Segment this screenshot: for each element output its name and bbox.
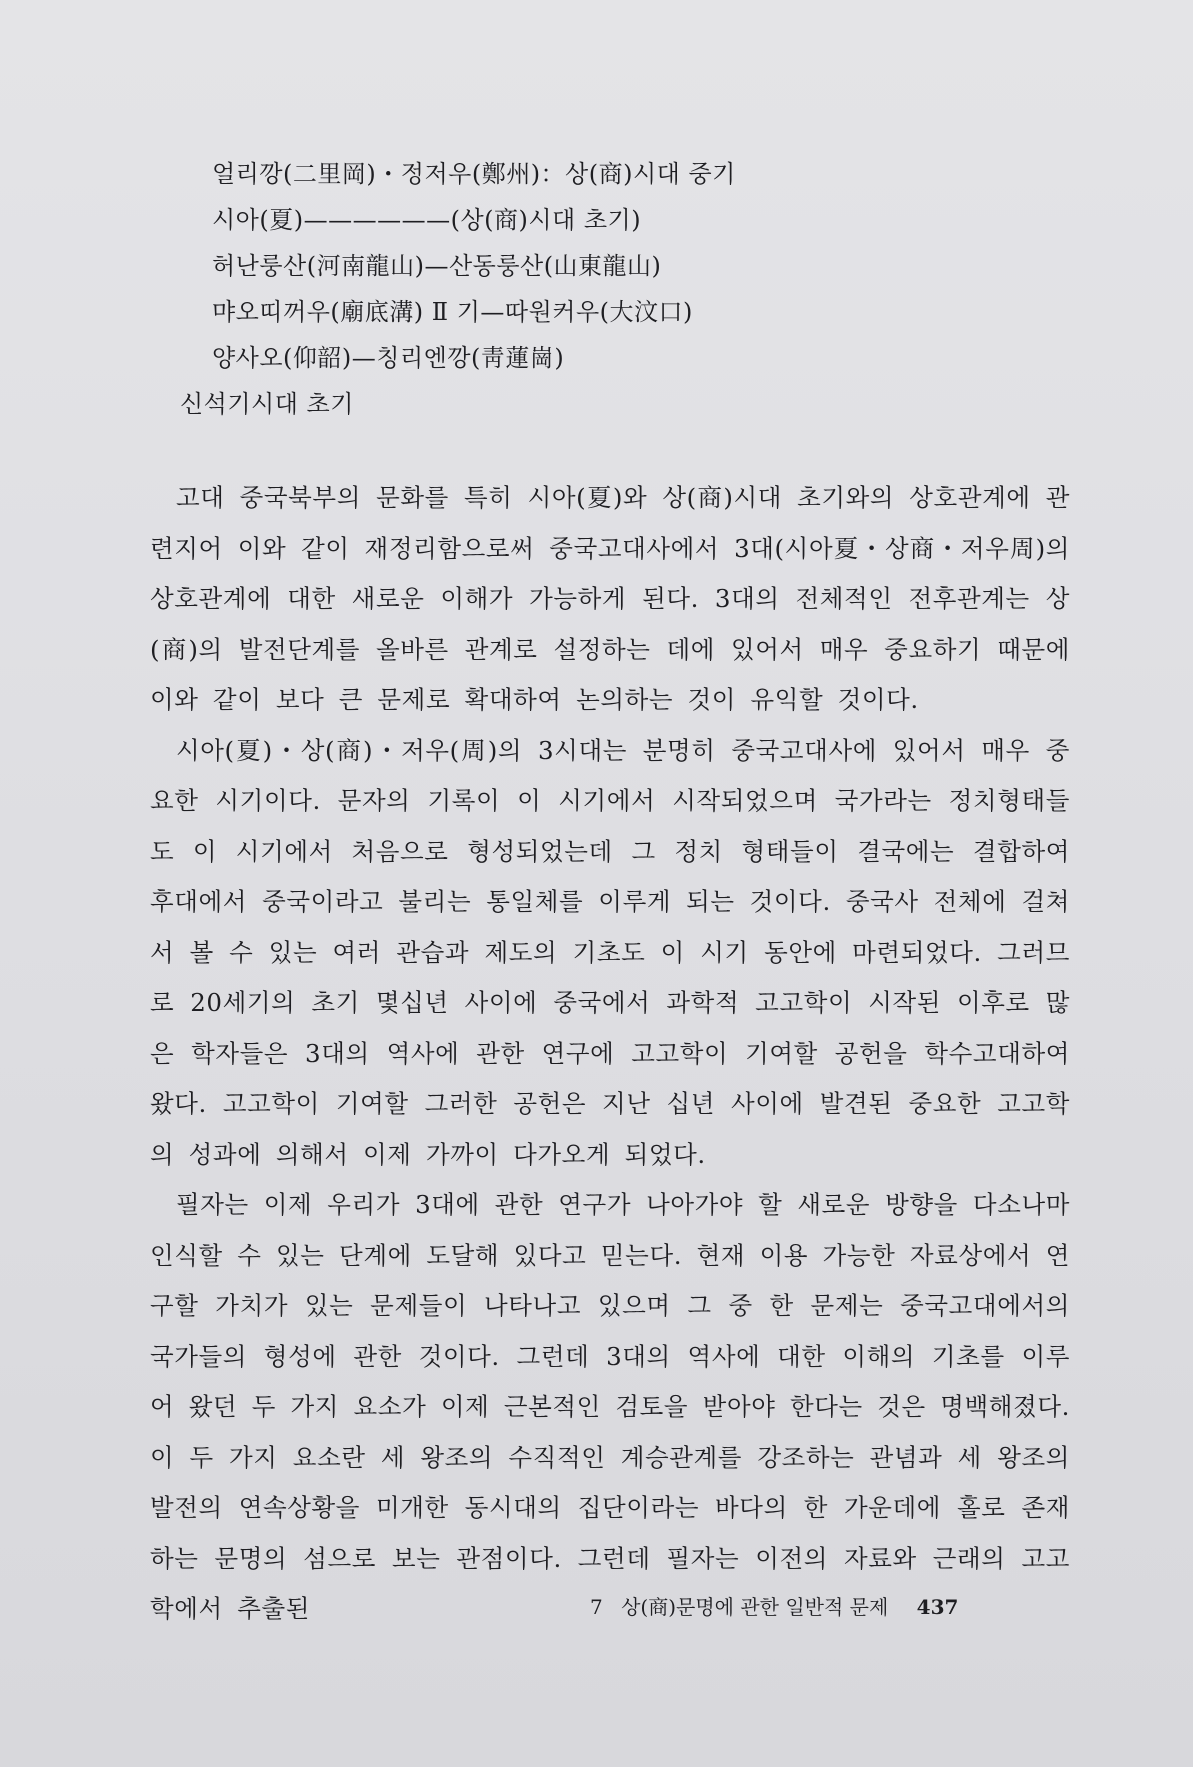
sequence-line: 허난룽산(河南龍山)—산동룽산(山東龍山) (212, 252, 662, 280)
page-number: 437 (916, 1595, 959, 1619)
sequence-line: 먀오띠꺼우(廟底溝) Ⅱ 기—따원커우(大汶口) (212, 298, 693, 326)
paragraph: 필자는 이제 우리가 3대에 관한 연구가 나아가야 할 새로운 방향을 다소나마 인식할 수 있는 단계에 도달해 있다고 믿는다. 현재 이용 가능한 자료상에서 연구할 가치가 있는 문제들이 나타나고 있으며 그 중 한 문제는 중국고대에서의 국가들의 형성에 관한 것이다. 그런데 3대의 역사에 대한 이해의 기초를 이루어 왔던 두 가지 요소가 이제 근본적인 검토을 받아야 한다는 것은 명백해졌다. 이 두 가지 요소란 세 왕조의 수직적인 계승관계를 강조하는 관념과 세 왕조의 발전의 연속상황을 미개한 동시대의 집단이라는 바다의 한 가운데에 홀로 존재하는 문명의 섬으로 보는 관점이다. 그런데 필자는 이전의 자료와 근래의 고고학에서 추출된 (150, 1190, 1070, 1623)
paragraph: 시아(夏)・상(商)・저우(周)의 3시대는 분명히 중국고대사에 있어서 매우 중요한 시기이다. 문자의 기록이 이 시기에서 시작되었으며 국가라는 정치형태들도 이 시기에서 처음으로 형성되었는데 그 정치 형태들이 결국에는 결합하여 후대에서 중국이라고 불리는 통일체를 이루게 되는 것이다. 중국사 전체에 걸쳐서 볼 수 있는 여러 관습과 제도의 기초도 이 시기 동안에 마련되었다. 그러므로 20세기의 초기 몇십년 사이에 중국에서 과학적 고고학이 시작된 이후로 많은 학자들은 3대의 역사에 관한 연구에 고고학이 기여할 공헌을 학수고대하여 왔다. 고고학이 기여할 그러한 공헌은 지난 십년 사이에 발견된 중요한 고고학의 성과에 의해서 이제 가까이 다가오게 되었다. (150, 735, 1070, 1169)
sequence-line: 시아(夏)——————(상(商)시대 초기) (212, 206, 642, 234)
chapter-number: 7 (590, 1595, 603, 1619)
running-title: 상(商)문명에 관한 일반적 문제 (621, 1595, 889, 1619)
page-footer (590, 1592, 1060, 1622)
sequence-line: 얼리깡(二里岡)・정저우(鄭州)：상(商)시대 중기 (212, 160, 736, 188)
body-text (150, 473, 1070, 1635)
paragraph: 고대 중국북부의 문화를 특히 시아(夏)와 상(商)시대 초기와의 상호관계에 관련지어 이와 같이 재정리함으로써 중국고대사에서 3대(시아夏・상商・저우周)의 상호관계에 대한 새로운 이해가 가능하게 된다. 3대의 전체적인 전후관계는 상(商)의 발전단계를 올바른 관계로 설정하는 데에 있어서 매우 중요하기 때문에 이와 같이 보다 큰 문제로 확대하여 논의하는 것이 유익할 것이다. (150, 483, 1070, 714)
sequence-line: 신석기시대 초기 (180, 390, 354, 418)
culture-sequence (180, 156, 880, 432)
sequence-line: 양사오(仰韶)—칭리엔깡(靑蓮崗) (212, 344, 565, 372)
